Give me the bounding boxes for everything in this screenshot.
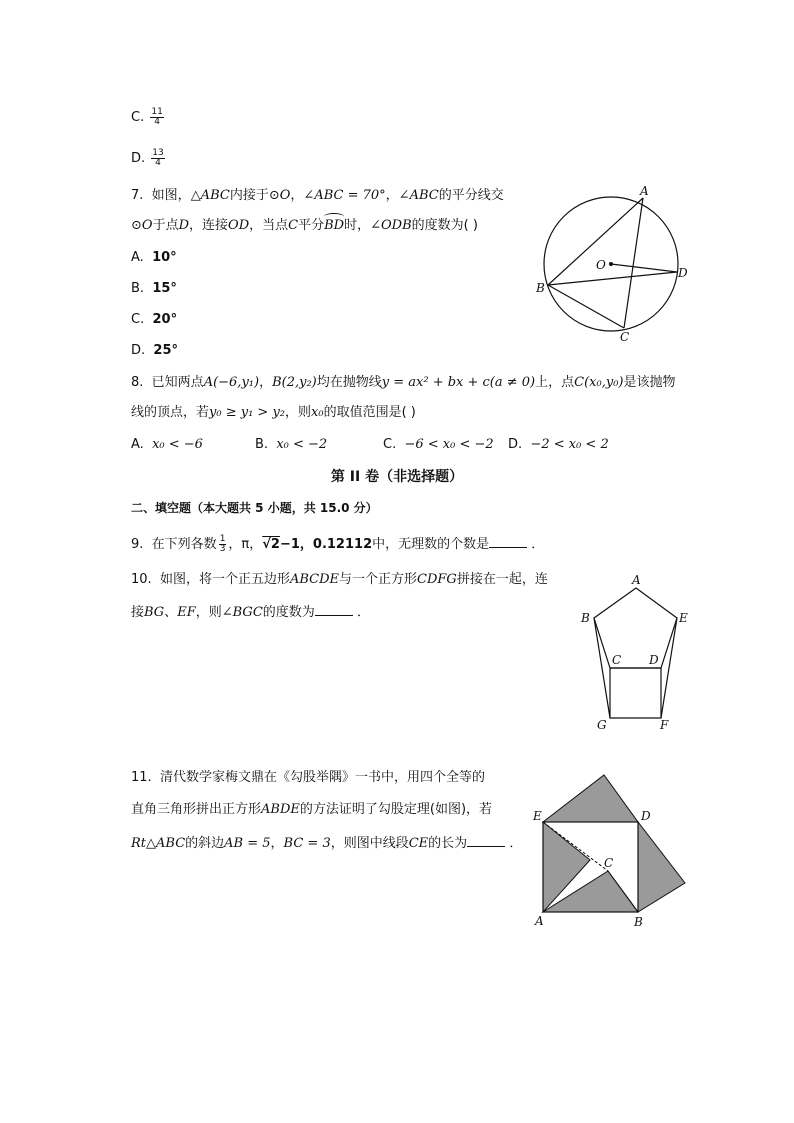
q8-option-d: D. −2 < x₀ < 2 — [508, 437, 609, 452]
label-c: C — [604, 856, 614, 870]
q11-line3: Rt△ABC的斜边AB = 5，BC = 3，则图中线段CE的长为 ． — [131, 832, 522, 854]
segment-ac — [624, 198, 643, 328]
q9-line: 9. 在下列各数 $\frac{1}{3}$ ，π，√2−1，0.12112中，无理数的个数是 ． — [131, 534, 545, 554]
label-d: D — [678, 266, 688, 280]
answer-blank[interactable] — [467, 832, 505, 847]
q10-pentagon-figure — [575, 572, 695, 737]
label-o: O — [596, 258, 606, 272]
segment-ef — [661, 618, 677, 718]
label-b: B — [634, 915, 643, 929]
triangle-top — [543, 775, 638, 822]
label-d: D — [641, 809, 651, 823]
answer-blank[interactable] — [489, 533, 527, 548]
label-d: D — [649, 653, 659, 667]
q10-line1: 10. 如图，将一个正五边形ABCDE与一个正方形CDFG拼接在一起，连 — [131, 572, 548, 587]
segment-od — [611, 264, 677, 272]
q8-option-c: C. −6 < x₀ < −2 — [383, 437, 494, 452]
q7-option-a: A. 10° — [131, 250, 177, 265]
center-dot — [609, 262, 613, 266]
fraction: $\frac{1}{3}$ — [219, 534, 226, 554]
label-c: C — [620, 330, 630, 344]
label-g: G — [597, 718, 607, 732]
q11-line1: 11. 清代数学家梅文鼎在《勾股举隅》一书中，用四个全等的 — [131, 770, 485, 785]
q8-line1: 8. 已知两点A(−6,y₁)，B(2,y₂)均在抛物线y = ax² + bx + c(a ≠ 0)上，点C(x₀,y₀)是该抛物 — [131, 375, 676, 390]
part2-title: 第 II 卷（非选择题） — [330, 469, 464, 485]
q8-line2: 线的顶点，若y₀ ≥ y₁ > y₂，则x₀的取值范围是( ) — [131, 405, 416, 420]
label-a: A — [535, 914, 544, 928]
q10-line2: 接BG、EF，则∠BGC的度数为 ． — [131, 601, 370, 623]
q7-option-d: D. 25° — [131, 343, 179, 358]
q7-line2: ⊙O于点D，连接OD，当点C平分BD时，∠ODB的度数为( ) — [131, 216, 478, 236]
fraction: $\frac{13}{4}$ — [152, 148, 164, 168]
fraction: $\frac{11}{4}$ — [151, 107, 163, 127]
segment-bg — [594, 618, 610, 718]
segment-bd — [548, 272, 677, 285]
answer-blank[interactable] — [315, 601, 353, 616]
q7-option-b: B. 15° — [131, 281, 177, 296]
q7-circle-figure — [530, 185, 700, 345]
prev-option-d: D. $\frac{13}{4}$ — [131, 148, 164, 168]
label-a: A — [632, 573, 641, 587]
prev-option-c: C. $\frac{11}{4}$ — [131, 107, 163, 127]
label-b: B — [581, 611, 590, 625]
q8-option-b: B. x₀ < −2 — [255, 437, 328, 452]
q8-option-a: A. x₀ < −6 — [131, 437, 203, 452]
q11-line2: 直角三角形拼出正方形ABDE的方法证明了勾股定理(如图)，若 — [131, 802, 493, 817]
label-a: A — [640, 185, 649, 198]
square-cdfg — [610, 668, 661, 718]
arc-bd: BD — [324, 216, 344, 236]
section2-title: 二、填空题（本大题共 5 小题，共 15.0 分） — [131, 501, 378, 515]
label-e: E — [533, 809, 542, 823]
q7-option-c: C. 20° — [131, 312, 178, 327]
q7-line1: 7. 如图，△ABC内接于⊙O，∠ABC = 70°，∠ABC的平分线交 — [131, 188, 504, 203]
label-c: C — [612, 653, 622, 667]
triangle-right — [638, 822, 685, 912]
label-e: E — [679, 611, 688, 625]
label-b: B — [536, 281, 545, 295]
label-f: F — [660, 718, 669, 732]
q11-pythagoras-figure — [528, 770, 693, 932]
pentagon-abcde — [594, 588, 677, 668]
